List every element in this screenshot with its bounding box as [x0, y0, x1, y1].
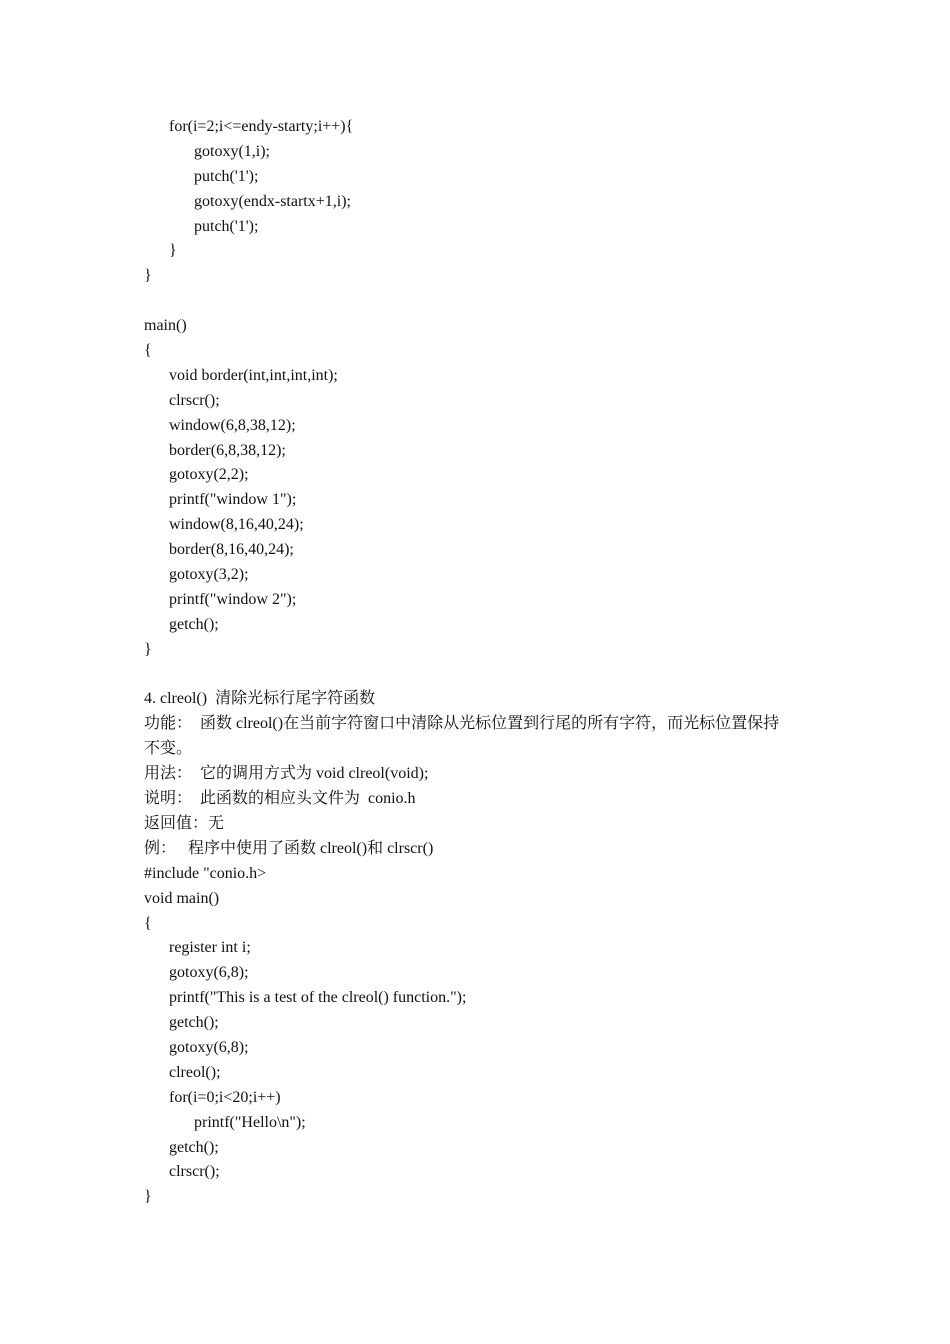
- code-line: printf("This is a test of the clreol() function.");: [169, 989, 467, 1007]
- code-line: clrscr();: [169, 391, 220, 409]
- code-line: main(): [144, 317, 187, 335]
- code-line: register int i;: [169, 939, 251, 957]
- code-line: putch('1');: [194, 217, 259, 235]
- code-line: getch();: [169, 1138, 219, 1156]
- code-line: getch();: [169, 1014, 219, 1032]
- code-line: }: [144, 640, 152, 658]
- code-line: gotoxy(2,2);: [169, 466, 249, 484]
- code-line: gotoxy(1,i);: [194, 142, 270, 160]
- code-line: [144, 289, 824, 314]
- code-line: window(6,8,38,12);: [169, 416, 296, 434]
- code-line: printf("window 2");: [169, 590, 297, 608]
- code-line: for(i=2;i<=endy-starty;i++){: [169, 118, 354, 135]
- code-line: printf("window 1");: [169, 491, 297, 509]
- code-line: putch('1');: [194, 167, 259, 185]
- code-line: border(6,8,38,12);: [169, 441, 286, 459]
- function-description-line-2: 不变。: [144, 740, 193, 758]
- code-line: }: [144, 1188, 152, 1206]
- code-line: border(8,16,40,24);: [169, 541, 294, 559]
- code-line: gotoxy(6,8);: [169, 1038, 249, 1056]
- code-line: }: [144, 267, 152, 285]
- example-description: 例： 程序中使用了函数 clreol()和 clrscr(): [144, 839, 434, 857]
- code-line: clrscr();: [169, 1163, 220, 1181]
- code-line: [144, 663, 824, 688]
- code-line: for(i=0;i<20;i++): [169, 1088, 281, 1106]
- code-line: #include "conio.h>: [144, 864, 267, 882]
- code-line: window(8,16,40,24);: [169, 516, 304, 534]
- code-block-clreol-example: [144, 862, 824, 1210]
- code-line: void main(): [144, 889, 220, 907]
- code-line: {: [144, 914, 152, 932]
- document-content: [144, 115, 824, 1210]
- code-line: {: [144, 342, 152, 360]
- code-line: }: [169, 242, 177, 260]
- code-line: clreol();: [169, 1063, 221, 1081]
- function-description-line-1: 功能： 函数 clreol()在当前字符窗口中清除从光标位置到行尾的所有字符，而光标位置保持: [144, 715, 780, 733]
- code-line: getch();: [169, 615, 219, 633]
- code-line: gotoxy(3,2);: [169, 566, 249, 584]
- return-value: 返回值：无: [144, 814, 225, 832]
- section-heading: 4. clreol() 清除光标行尾字符函数: [144, 690, 376, 708]
- usage-description: 用法： 它的调用方式为 void clreol(void);: [144, 765, 429, 783]
- code-line: gotoxy(6,8);: [169, 964, 249, 982]
- code-line: gotoxy(endx-startx+1,i);: [194, 192, 351, 210]
- code-line: void border(int,int,int,int);: [169, 366, 338, 384]
- code-line: printf("Hello\n");: [194, 1113, 306, 1131]
- code-block-border-main: [144, 115, 824, 687]
- header-note: 说明： 此函数的相应头文件为 conio.h: [144, 790, 416, 808]
